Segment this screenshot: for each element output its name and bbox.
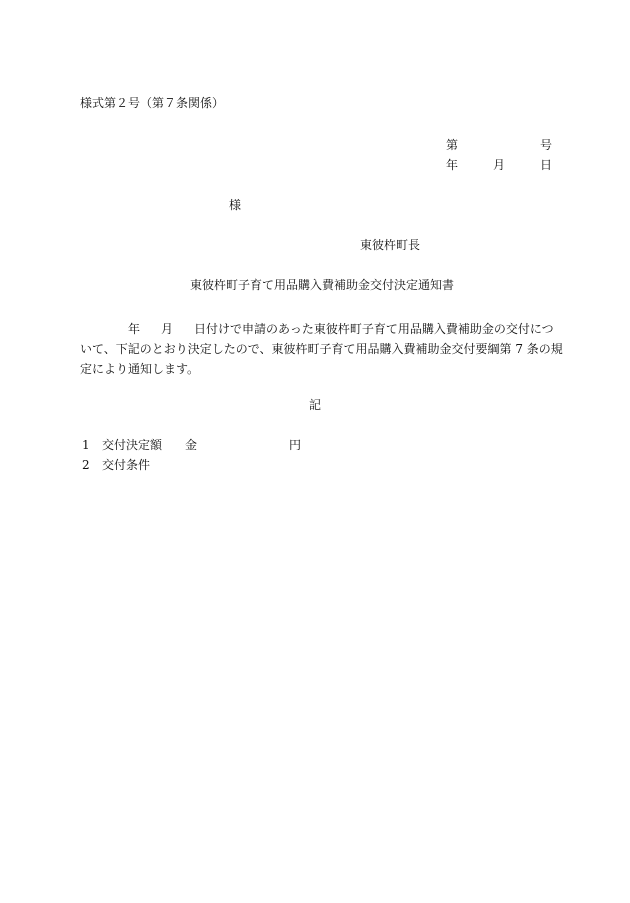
item-grant-amount [82,439,301,451]
body-line-1 [80,319,552,339]
body-line-2: いて、下記のとおり決定したので、東彼杵町子育て用品購入費補助金交付要綱第 7 条の規 [80,342,563,356]
amount-prefix: 金 [185,438,198,452]
date-day: 日 [540,158,553,172]
document-title: 東彼杵町子育て用品購入費補助金交付決定通知書 [190,278,455,292]
date-year: 年 [446,158,459,172]
item-grant-conditions [82,459,150,471]
date-month: 月 [493,158,506,172]
doc-number-suffix: 号 [540,138,553,152]
body-paragraph [80,319,563,379]
item-number: 2 [82,458,90,472]
item-label: 交付決定額 [102,438,163,452]
item-number: 1 [82,438,90,452]
ki-heading: 記 [309,398,322,412]
body-month: 月 [161,322,174,336]
item-label: 交付条件 [102,458,151,472]
amount-suffix: 円 [289,438,302,452]
body-year: 年 [128,322,141,336]
form-number: 様式第２号（第７条関係） [80,96,225,110]
sender: 東彼杵町長 [360,238,421,252]
recipient-suffix: 様 [229,198,242,212]
body-line-1-text: 日付けで申請のあった東彼杵町子育て用品購入費補助金の交付につ [194,322,554,336]
doc-number-prefix: 第 [446,138,459,152]
body-line-3: 定により通知します。 [80,362,200,376]
